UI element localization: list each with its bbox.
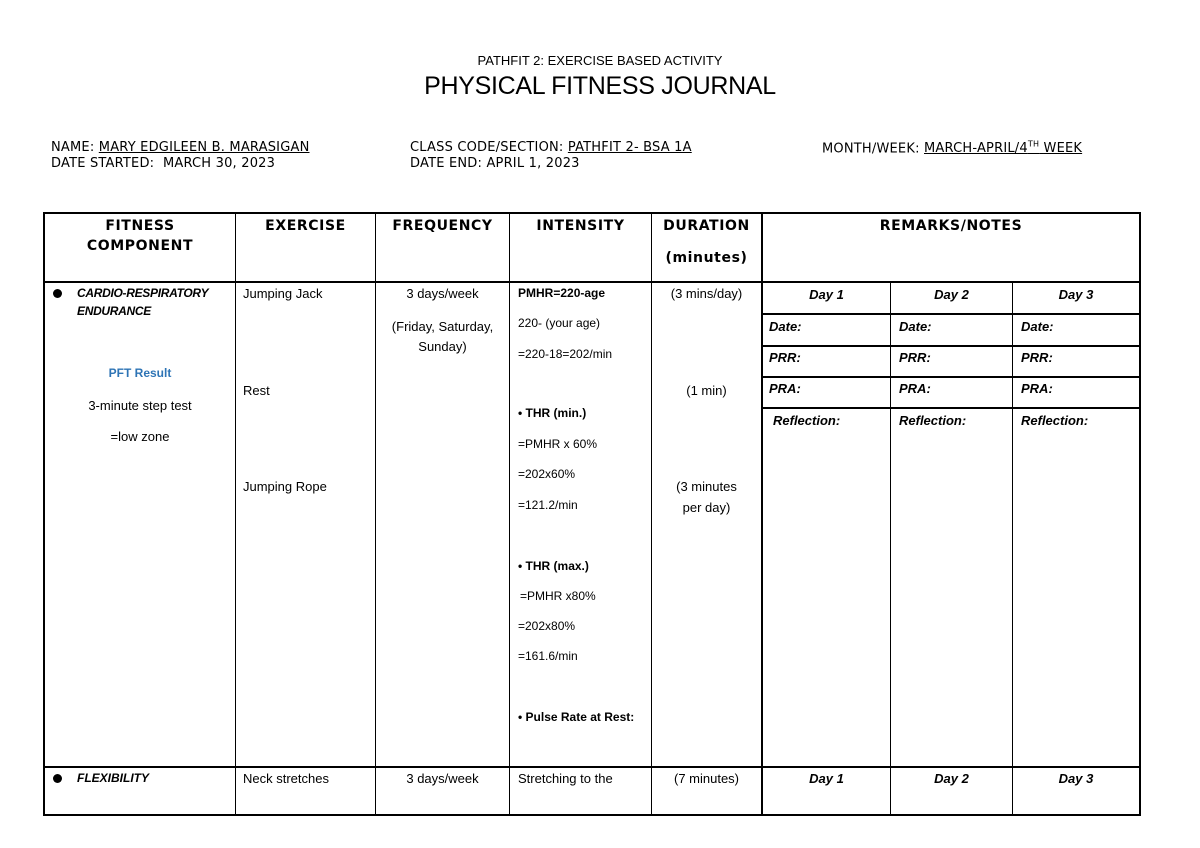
header-frequency: FREQUENCY — [392, 218, 493, 234]
frequency-line: 3 days/week — [406, 286, 479, 301]
intensity-line: =202x60% — [518, 467, 576, 481]
date-label: Date: — [769, 319, 802, 334]
flex-day-2-label: Day 2 — [934, 771, 969, 786]
header-exercise: EXERCISE — [265, 218, 346, 234]
exercise-item: Jumping Jack — [243, 286, 323, 301]
col-divider — [509, 212, 510, 816]
intensity-line: =202x80% — [518, 619, 576, 633]
intensity-line: • Pulse Rate at Rest: — [518, 710, 635, 724]
name-field — [51, 140, 310, 155]
col-divider — [375, 212, 376, 816]
month-sup: TH — [1027, 140, 1040, 149]
day-3-label: Day 3 — [1058, 287, 1094, 302]
pra-label: PRA: — [1021, 381, 1053, 396]
date-started-field — [51, 156, 275, 171]
table-border-left — [43, 212, 45, 816]
reflection-label: Reflection: — [899, 413, 967, 428]
header-duration-line1: DURATION — [663, 218, 750, 234]
col-divider — [235, 212, 236, 816]
header-duration-line2: (minutes) — [665, 250, 748, 266]
remarks-row-divider — [762, 313, 1140, 315]
header-fitness-component — [45, 218, 235, 254]
flex-day-1-label: Day 1 — [809, 771, 844, 786]
month-label: MONTH/WEEK: — [822, 141, 920, 157]
flexibility-intensity: Stretching to the — [518, 771, 613, 786]
date-started-value: MARCH 30, 2023 — [162, 156, 276, 171]
remarks-row-divider — [762, 407, 1140, 409]
intensity-line: =161.6/min — [518, 649, 578, 663]
month-field — [822, 140, 1082, 156]
intensity-line: =220-18=202/min — [518, 347, 613, 361]
pft-result-label: PFT Result — [108, 366, 172, 380]
class-value: PATHFIT 2- BSA 1A — [567, 140, 692, 155]
remarks-row-divider — [762, 376, 1140, 378]
flexibility-duration: (7 minutes) — [673, 771, 740, 786]
day-col-divider — [1012, 282, 1013, 766]
date-end-field — [410, 156, 580, 171]
header-intensity: INTENSITY — [536, 218, 625, 234]
month-value: MARCH-APRIL/4 — [924, 141, 1028, 157]
class-field — [410, 140, 692, 155]
intensity-line: =PMHR x 60% — [518, 437, 598, 451]
cardio-component-line2: ENDURANCE — [77, 304, 151, 318]
duration-line: per day) — [682, 500, 731, 515]
class-label: CLASS CODE/SECTION: — [410, 140, 564, 155]
table-border-bottom — [43, 814, 1141, 816]
intensity-line: PMHR=220-age — [518, 286, 606, 300]
duration-line: (3 minutes — [676, 479, 737, 494]
intensity-line: =121.2/min — [518, 498, 578, 512]
bullet-icon — [53, 774, 62, 783]
date-label: Date: — [1021, 319, 1054, 334]
date-label: Date: — [899, 319, 932, 334]
date-end-value: APRIL 1, 2023 — [486, 156, 580, 171]
intensity-line: • THR (max.) — [518, 559, 589, 573]
date-end-label: DATE END: — [410, 156, 483, 171]
prr-label: PRR: — [769, 350, 801, 365]
header-remarks: REMARKS/NOTES — [879, 218, 1023, 234]
pft-test: 3-minute step test — [88, 398, 192, 413]
intensity-line: 220- (your age) — [518, 316, 601, 330]
duration-line: (1 min) — [686, 383, 727, 398]
day-1-label: Day 1 — [809, 287, 844, 302]
flexibility-exercise: Neck stretches — [243, 771, 329, 786]
intensity-line: • THR (min.) — [518, 406, 587, 420]
prr-label: PRR: — [1021, 350, 1053, 365]
pra-label: PRA: — [769, 381, 801, 396]
col-divider — [761, 212, 763, 816]
table-border-top — [43, 212, 1141, 214]
flex-day-3-label: Day 3 — [1058, 771, 1094, 786]
prr-label: PRR: — [899, 350, 931, 365]
pra-label: PRA: — [899, 381, 931, 396]
document-subtitle: PATHFIT 2: EXERCISE BASED ACTIVITY — [477, 53, 723, 68]
table-border-right — [1139, 212, 1141, 816]
reflection-label: Reflection: — [1021, 413, 1089, 428]
day-col-divider — [890, 282, 891, 766]
header-component-line1: FITNESS — [105, 218, 175, 234]
intensity-line: =PMHR x80% — [520, 589, 596, 603]
row-divider — [43, 281, 1141, 283]
pft-zone: =low zone — [110, 429, 170, 444]
date-started-label: DATE STARTED: — [51, 156, 155, 171]
header-component-line2: COMPONENT — [86, 238, 194, 254]
document-title: PHYSICAL FITNESS JOURNAL — [424, 72, 776, 100]
name-label: NAME: — [51, 140, 95, 155]
reflection-label: Reflection: — [773, 413, 841, 428]
name-value: MARY EDGILEEN B. MARASIGAN — [98, 140, 310, 155]
frequency-line: (Friday, Saturday, — [391, 319, 494, 334]
exercise-item: Rest — [243, 383, 270, 398]
row-divider — [43, 766, 1141, 768]
flexibility-frequency: 3 days/week — [406, 771, 479, 786]
exercise-item: Jumping Rope — [243, 479, 327, 494]
month-suffix: WEEK — [1043, 141, 1083, 157]
frequency-line: Sunday) — [418, 339, 467, 354]
cardio-component-line1: CARDIO-RESPIRATORY — [77, 286, 209, 300]
remarks-row-divider — [762, 345, 1140, 347]
duration-line: (3 mins/day) — [670, 286, 743, 301]
flexibility-component: FLEXIBILITY — [77, 771, 149, 785]
header-duration — [652, 218, 761, 266]
bullet-icon — [53, 289, 62, 298]
day-2-label: Day 2 — [934, 287, 969, 302]
